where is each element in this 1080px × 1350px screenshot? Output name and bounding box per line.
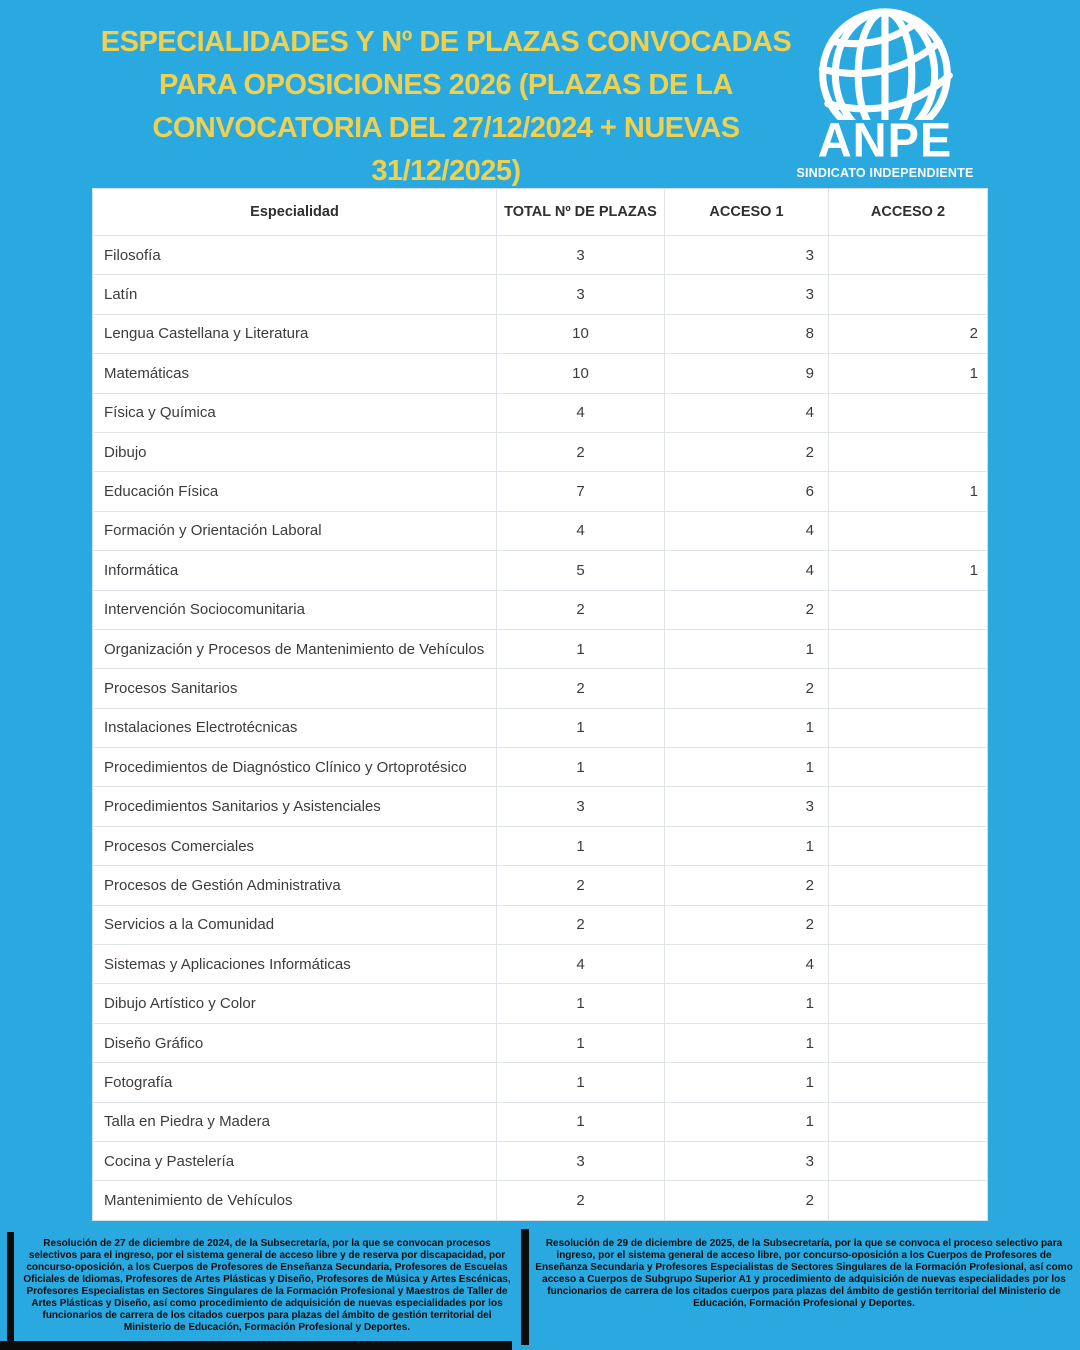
table-row xyxy=(93,590,987,629)
cell-total-plazas: 3 xyxy=(497,275,665,313)
table-row xyxy=(93,1023,987,1062)
cell-acceso-2 xyxy=(829,1142,987,1180)
cell-acceso-1: 4 xyxy=(665,551,829,589)
table-row xyxy=(93,826,987,865)
cell-acceso-1: 6 xyxy=(665,472,829,510)
cell-especialidad: Cocina y Pastelería xyxy=(93,1142,497,1180)
cell-acceso-1: 2 xyxy=(665,433,829,471)
cell-acceso-1: 3 xyxy=(665,236,829,274)
table-row xyxy=(93,668,987,707)
cell-especialidad: Filosofía xyxy=(93,236,497,274)
header-cell-total-plazas: TOTAL Nº DE PLAZAS xyxy=(497,189,665,235)
cell-acceso-1: 1 xyxy=(665,630,829,668)
cell-total-plazas: 7 xyxy=(497,472,665,510)
table-body xyxy=(93,235,987,1220)
cell-total-plazas: 1 xyxy=(497,827,665,865)
cell-especialidad: Matemáticas xyxy=(93,354,497,392)
table-row xyxy=(93,747,987,786)
footer-divider-bar xyxy=(521,1229,529,1345)
cell-especialidad: Diseño Gráfico xyxy=(93,1024,497,1062)
poster-title-line: ESPECIALIDADES Y Nº DE PLAZAS CONVOCADAS xyxy=(100,26,792,58)
header-cell-especialidad: Especialidad xyxy=(93,189,497,235)
cell-especialidad: Lengua Castellana y Literatura xyxy=(93,315,497,353)
poster-title-line: PARA OPOSICIONES 2026 (PLAZAS DE LA xyxy=(159,69,733,101)
cell-especialidad: Fotografía xyxy=(93,1063,497,1101)
table-row xyxy=(93,550,987,589)
cell-acceso-2 xyxy=(829,591,987,629)
cell-acceso-2 xyxy=(829,1103,987,1141)
cell-total-plazas: 1 xyxy=(497,1063,665,1101)
cell-total-plazas: 2 xyxy=(497,1181,665,1219)
table-row xyxy=(93,511,987,550)
cell-acceso-2: 1 xyxy=(969,364,978,382)
globe-icon xyxy=(806,8,964,120)
cell-acceso-1: 8 xyxy=(665,315,829,353)
table-row xyxy=(93,983,987,1022)
cell-total-plazas: 1 xyxy=(497,709,665,747)
table-row xyxy=(93,432,987,471)
cell-acceso-2 xyxy=(829,827,987,865)
table-row xyxy=(93,314,987,353)
cell-total-plazas: 1 xyxy=(497,748,665,786)
table-row xyxy=(93,865,987,904)
footer-right-note: Resolución de 29 de diciembre de 2025, de la Subsecretaría, por la que se convoca el proceso selectivo para ingreso, por el sistema general de acceso libre, por concurso-oposición a los Cuerpos de Profesores de Enseñanza Secundaria y Profesores Especialistas de Sectores Singulares de la Formación Profesional, así como acceso a Cuerpos de Subgrupo Superior A1 y procedimiento de adquisición de nuevas especialidades por los funcionarios de carrera de los citados cuerpos para plazas del ámbito de gestión territorial del Ministerio de Educación, Formación Profesional y Deportes. xyxy=(535,1238,1073,1309)
table-row xyxy=(93,629,987,668)
cell-acceso-2 xyxy=(829,787,987,825)
cell-total-plazas: 4 xyxy=(497,512,665,550)
cell-acceso-2 xyxy=(829,512,987,550)
cell-acceso-1: 3 xyxy=(665,787,829,825)
cell-total-plazas: 2 xyxy=(497,591,665,629)
cell-acceso-2 xyxy=(829,275,987,313)
cell-especialidad: Procesos Comerciales xyxy=(93,827,497,865)
cell-total-plazas: 4 xyxy=(497,945,665,983)
header-cell-acceso-2: ACCESO 2 xyxy=(870,204,946,220)
cell-acceso-2 xyxy=(829,1181,987,1219)
cell-acceso-2: 2 xyxy=(969,325,978,343)
cell-acceso-2 xyxy=(829,984,987,1022)
cell-especialidad: Procedimientos de Diagnóstico Clínico y Ortoprotésico xyxy=(93,748,497,786)
cell-acceso-1: 3 xyxy=(665,1142,829,1180)
cell-especialidad: Física y Química xyxy=(93,394,497,432)
cell-acceso-1: 1 xyxy=(665,1063,829,1101)
table-row xyxy=(93,235,987,274)
table-row xyxy=(93,1180,987,1219)
cell-acceso-2: 1 xyxy=(969,561,978,579)
cell-acceso-1: 1 xyxy=(665,1103,829,1141)
poster-title-line: 31/12/2025) xyxy=(371,155,521,187)
table-header-row xyxy=(93,189,987,235)
cell-especialidad: Servicios a la Comunidad xyxy=(93,906,497,944)
cell-especialidad: Talla en Piedra y Madera xyxy=(93,1103,497,1141)
cell-total-plazas: 1 xyxy=(497,630,665,668)
cell-especialidad: Intervención Sociocomunitaria xyxy=(93,591,497,629)
cell-especialidad: Dibujo xyxy=(93,433,497,471)
cell-total-plazas: 3 xyxy=(497,236,665,274)
cell-total-plazas: 10 xyxy=(497,354,665,392)
cell-especialidad: Instalaciones Electrotécnicas xyxy=(93,709,497,747)
cell-acceso-2 xyxy=(829,394,987,432)
cell-total-plazas: 2 xyxy=(497,433,665,471)
cell-acceso-2 xyxy=(829,630,987,668)
table-row xyxy=(93,708,987,747)
anpe-logo xyxy=(795,8,975,206)
cell-acceso-1: 4 xyxy=(665,394,829,432)
cell-acceso-1: 1 xyxy=(665,748,829,786)
cell-total-plazas: 1 xyxy=(497,1103,665,1141)
cell-especialidad: Organización y Procesos de Mantenimiento de Vehículos xyxy=(93,630,497,668)
cell-acceso-2 xyxy=(829,709,987,747)
cell-especialidad: Latín xyxy=(93,275,497,313)
cell-especialidad: Procesos de Gestión Administrativa xyxy=(93,866,497,904)
cell-acceso-2 xyxy=(829,669,987,707)
cell-especialidad: Mantenimiento de Vehículos xyxy=(93,1181,497,1219)
table-row xyxy=(93,471,987,510)
table-row xyxy=(93,786,987,825)
poster-title xyxy=(88,21,804,193)
cell-acceso-2 xyxy=(829,945,987,983)
table-row xyxy=(93,1141,987,1180)
cell-acceso-2 xyxy=(829,906,987,944)
cell-acceso-2 xyxy=(829,433,987,471)
cell-acceso-1: 1 xyxy=(665,984,829,1022)
table-row xyxy=(93,274,987,313)
cell-especialidad: Educación Física xyxy=(93,472,497,510)
logo-subtitle: SINDICATO INDEPENDIENTE xyxy=(796,166,974,180)
cell-total-plazas: 1 xyxy=(497,984,665,1022)
table-row xyxy=(93,905,987,944)
cell-especialidad: Sistemas y Aplicaciones Informáticas xyxy=(93,945,497,983)
cell-acceso-2: 1 xyxy=(969,483,978,501)
cell-acceso-1: 2 xyxy=(665,866,829,904)
cell-especialidad: Dibujo Artístico y Color xyxy=(93,984,497,1022)
cell-total-plazas: 2 xyxy=(497,866,665,904)
cell-total-plazas: 3 xyxy=(497,1142,665,1180)
header-cell-acceso-1: ACCESO 1 xyxy=(665,189,829,235)
footer-left-note: Resolución de 27 de diciembre de 2024, de la Subsecretaría, por la que se convocan procesos selectivos para el ingreso, por el sistema general de acceso libre y de reserva por discapacidad, por concurso-oposición, a los Cuerpos de Profesores de Enseñanza Secundaria, Profesores de Escuelas Oficiales de Idiomas, Profesores de Artes Plásticas y Diseño, Profesores de Música y Artes Escénicas, Profesores Especialistas en Sectores Singulares de la Formación Profesional y Maestros de Taller de Artes Plásticas y Diseño, así como procedimiento de adquisición de nuevas especialidades por los funcionarios de carrera de los citados cuerpos para plazas del ámbito de gestión territorial del Ministerio de Educación, Formación Profesional y Deportes. xyxy=(23,1238,511,1333)
cell-especialidad: Procedimientos Sanitarios y Asistenciales xyxy=(93,787,497,825)
table-row xyxy=(93,353,987,392)
cell-especialidad: Formación y Orientación Laboral xyxy=(93,512,497,550)
cell-acceso-1: 2 xyxy=(665,669,829,707)
table-row xyxy=(93,393,987,432)
cell-acceso-1: 9 xyxy=(665,354,829,392)
cell-acceso-2 xyxy=(829,1024,987,1062)
logo-wordmark: ANPE xyxy=(817,112,953,167)
plazas-table xyxy=(92,188,988,1221)
cell-total-plazas: 1 xyxy=(497,1024,665,1062)
cell-acceso-1: 4 xyxy=(665,512,829,550)
table-row xyxy=(93,944,987,983)
cell-total-plazas: 4 xyxy=(497,394,665,432)
cell-acceso-2 xyxy=(829,748,987,786)
cell-acceso-1: 2 xyxy=(665,906,829,944)
table-row xyxy=(93,1102,987,1141)
cell-acceso-2 xyxy=(829,866,987,904)
table-row xyxy=(93,1062,987,1101)
cell-acceso-1: 4 xyxy=(665,945,829,983)
cell-acceso-1: 1 xyxy=(665,1024,829,1062)
cell-acceso-1: 2 xyxy=(665,1181,829,1219)
poster-title-line: CONVOCATORIA DEL 27/12/2024 + NUEVAS xyxy=(152,112,740,144)
cell-especialidad: Procesos Sanitarios xyxy=(93,669,497,707)
cell-acceso-1: 2 xyxy=(665,591,829,629)
footer-bottom-bar xyxy=(0,1341,512,1350)
cell-acceso-1: 1 xyxy=(665,827,829,865)
cell-acceso-1: 3 xyxy=(665,275,829,313)
cell-acceso-2 xyxy=(829,236,987,274)
cell-especialidad: Informática xyxy=(93,551,497,589)
footer-left-edge-bar xyxy=(7,1232,14,1342)
cell-total-plazas: 2 xyxy=(497,906,665,944)
cell-total-plazas: 10 xyxy=(497,315,665,353)
cell-total-plazas: 2 xyxy=(497,669,665,707)
cell-acceso-2 xyxy=(829,1063,987,1101)
cell-acceso-1: 1 xyxy=(665,709,829,747)
cell-total-plazas: 3 xyxy=(497,787,665,825)
cell-total-plazas: 5 xyxy=(497,551,665,589)
